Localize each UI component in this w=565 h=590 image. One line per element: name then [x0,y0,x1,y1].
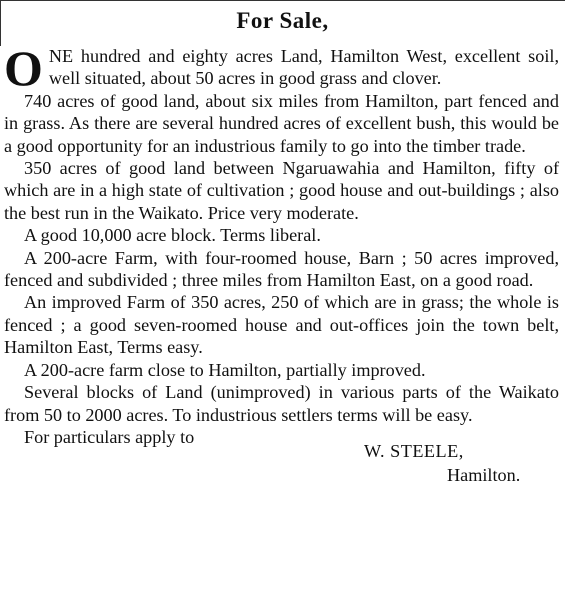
paragraph-several-blocks: Several blocks of Land (unimproved) in various parts of the Waikato from 50 to 2000 acres. To industrious settlers terms will be easy. [4,382,559,425]
paragraph-200-acre-farm-partially-improved: A 200-acre farm close to Hamilton, partially improved. [24,359,426,380]
advert-body [4,40,559,485]
advert-heading: For Sale, [236,8,329,33]
signer-name: W. STEELE, [364,440,464,461]
paragraph-text: NE hundred and eighty acres Land, Hamilton West, excellent soil, well situated, about 50 acres in good grass and clover. [48,46,559,89]
paragraph-improved-farm-350-acres: An improved Farm of 350 acres, 250 of which are in grass; the whole is fenced ; a good seven-roomed house and out-offices join the town belt, Hamilton East, Terms easy. [4,292,559,358]
signer-place: Hamilton. [447,464,521,485]
paragraph-200-acre-farm-barn: A 200-acre Farm, with four-roomed house, Barn ; 50 acres improved, fenced and subdivided ; three miles from Hamilton East, on a good road. [4,247,559,291]
paragraph-10000-acre-block: A good 10,000 acre block. Terms liberal. [24,225,321,246]
signature-block [4,426,559,485]
paragraph-one-hundred-eighty-acres [4,40,559,96]
paragraph-740-acres: 740 acres of good land, about six miles from Hamilton, part fenced and in grass. As there are several hundred acres of excellent bush, this would be a good opportunity for an industrious family to go into the timber trade. [4,90,559,156]
drop-cap-letter: O [4,40,43,96]
paragraph-350-acres-ngaruawahia: 350 acres of good land between Ngaruawahia and Hamilton, fifty of which are in a high state of cultivation ; good house and out-buildings ; also the best run in the Waikato. Price very moderate. [4,158,559,223]
top-border-rule [0,0,565,1]
apply-to-text: For particulars apply to [24,426,195,447]
